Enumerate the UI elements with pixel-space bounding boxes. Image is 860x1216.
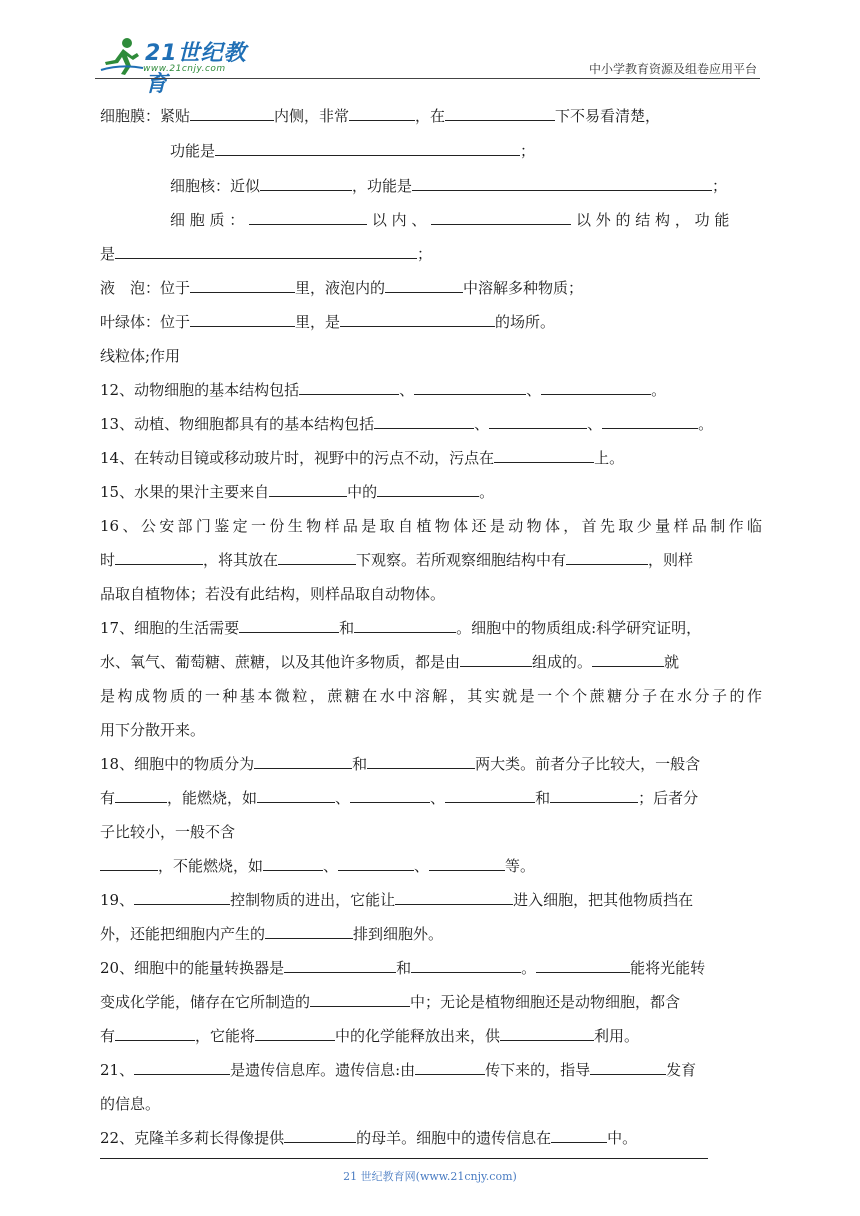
blank[interactable] [395, 890, 513, 905]
blank[interactable] [100, 856, 158, 871]
question-line: 功能是 ； [170, 142, 536, 160]
blank[interactable] [414, 380, 526, 395]
blank[interactable] [215, 141, 520, 156]
question-line: 细胞核：近似 ，功能是 ； [170, 177, 728, 195]
question-13: 13、动植、物细胞都具有的基本结构包括 、 、 。 [100, 415, 714, 433]
blank[interactable] [115, 1026, 195, 1041]
blank[interactable] [255, 1026, 335, 1041]
blank[interactable] [190, 278, 295, 293]
question-line: 液 泡：位于 里，液泡内的 中溶解多种物质； [100, 279, 584, 297]
blank[interactable] [115, 550, 203, 565]
question-22: 22、克隆羊多莉长得像提供 的母羊。细胞中的遗传信息在 中。 [100, 1129, 638, 1147]
blank[interactable] [590, 1060, 666, 1075]
question-line: 线粒体;作用 [100, 347, 181, 365]
blank[interactable] [269, 482, 347, 497]
blank[interactable] [494, 448, 594, 463]
blank[interactable] [115, 788, 167, 803]
blank[interactable] [377, 482, 479, 497]
blank[interactable] [257, 788, 335, 803]
question-line: 时 ，将其放在 下观察。若所观察细胞结构中有 ，则样 [100, 551, 694, 569]
question-line: 细胞膜：紧贴 内侧，非常 ，在 下不易看清楚， [100, 107, 661, 125]
blank[interactable] [284, 1128, 356, 1143]
question-15: 15、水果的果汁主要来自 中的 。 [100, 483, 495, 501]
question-line: 细 胞 质 ： 以 内 、 以 外 的 结 构 ， 功 能 [170, 211, 730, 229]
blank[interactable] [602, 414, 698, 429]
question-line: 有 ，它能将 中的化学能释放出来，供 利用。 [100, 1027, 640, 1045]
blank[interactable] [429, 856, 505, 871]
blank[interactable] [385, 278, 463, 293]
question-line: 品取自植物体；若没有此结构，则样品取自动物体。 [100, 585, 446, 603]
blank[interactable] [239, 618, 339, 633]
blank[interactable] [349, 106, 415, 121]
question-line: 子比较小，一般不含 [100, 823, 236, 841]
header-tagline: 中小学教育资源及组卷应用平台 [588, 62, 757, 76]
blank[interactable] [263, 856, 323, 871]
blank[interactable] [284, 958, 396, 973]
blank[interactable] [431, 210, 571, 225]
blank[interactable] [350, 788, 430, 803]
question-line: ，不能燃烧，如 、 、 等。 [100, 855, 535, 876]
blank[interactable] [460, 652, 532, 667]
blank[interactable] [310, 992, 410, 1007]
blank[interactable] [374, 414, 474, 429]
blank[interactable] [354, 618, 456, 633]
blank[interactable] [541, 380, 651, 395]
question-17: 17、细胞的生活需要 和 。细胞中的物质组成:科学研究证明， [100, 619, 702, 637]
blank[interactable] [500, 1026, 594, 1041]
blank[interactable] [367, 754, 475, 769]
blank[interactable] [550, 788, 638, 803]
page-footer[interactable]: 21 世纪教育网(www.21cnjy.com) [343, 1170, 517, 1183]
site-logo[interactable] [95, 34, 265, 97]
blank[interactable] [115, 244, 417, 259]
blank[interactable] [134, 1060, 230, 1075]
blank[interactable] [265, 924, 353, 939]
question-line: 外，还能把细胞内产生的 排到细胞外。 [100, 925, 444, 943]
blank[interactable] [592, 652, 664, 667]
question-20: 20、细胞中的能量转换器是 和 。 能将光能转 [100, 959, 706, 977]
question-12: 12、动物细胞的基本结构包括 、 、 。 [100, 381, 667, 399]
runner-logo-icon [97, 36, 145, 76]
blank[interactable] [415, 1060, 485, 1075]
question-19: 19、 控制物质的进出，它能让 进入细胞，把其他物质挡在 [100, 891, 694, 909]
blank[interactable] [249, 210, 367, 225]
blank[interactable] [340, 312, 495, 327]
blank[interactable] [566, 550, 648, 565]
question-line: 的信息。 [100, 1095, 161, 1113]
blank[interactable] [260, 176, 352, 191]
blank[interactable] [278, 550, 356, 565]
blank[interactable] [411, 958, 521, 973]
question-line: 变成化学能，储存在它所制造的 中；无论是植物细胞还是动物细胞，都含 [100, 993, 681, 1011]
question-line: 是构成物质的一种基本微粒，蔗糖在水中溶解，其实就是一个个蔗糖分子在水分子的作 [100, 687, 762, 705]
question-line: 用下分散开来。 [100, 721, 206, 739]
question-line: 有 ，能燃烧，如 、 、 和 ；后者分 [100, 789, 699, 807]
logo-text: 21世纪教育 [145, 41, 247, 97]
question-line: 水、氧气、葡萄糖、蔗糖，以及其他许多物质，都是由 组成的。 就 [100, 653, 680, 671]
blank[interactable] [445, 106, 555, 121]
footer-divider [100, 1158, 708, 1159]
blank[interactable] [299, 380, 399, 395]
blank[interactable] [412, 176, 712, 191]
blank[interactable] [489, 414, 587, 429]
question-21: 21、 是遗传信息库。遗传信息:由 传下来的，指导 发育 [100, 1061, 697, 1079]
question-18: 18、细胞中的物质分为 和 两大类。前者分子比较大，一般含 [100, 755, 701, 773]
page-header [95, 30, 760, 97]
blank[interactable] [190, 312, 295, 327]
blank[interactable] [190, 106, 274, 121]
blank[interactable] [338, 856, 414, 871]
question-16: 16、公安部门鉴定一份生物样品是取自植物体还是动物体，首先取少量样品制作临 [100, 517, 762, 535]
blank[interactable] [536, 958, 630, 973]
blank[interactable] [445, 788, 535, 803]
logo-url: www.21cnjy.com [143, 64, 226, 74]
question-line: 叶绿体：位于 里，是 的场所。 [100, 313, 556, 331]
question-line: 是 ； [100, 245, 433, 263]
blank[interactable] [134, 890, 230, 905]
question-14: 14、在转动目镜或移动玻片时，视野中的污点不动，污点在 上。 [100, 449, 625, 467]
header-divider [95, 78, 760, 79]
blank[interactable] [254, 754, 352, 769]
blank[interactable] [551, 1128, 607, 1143]
